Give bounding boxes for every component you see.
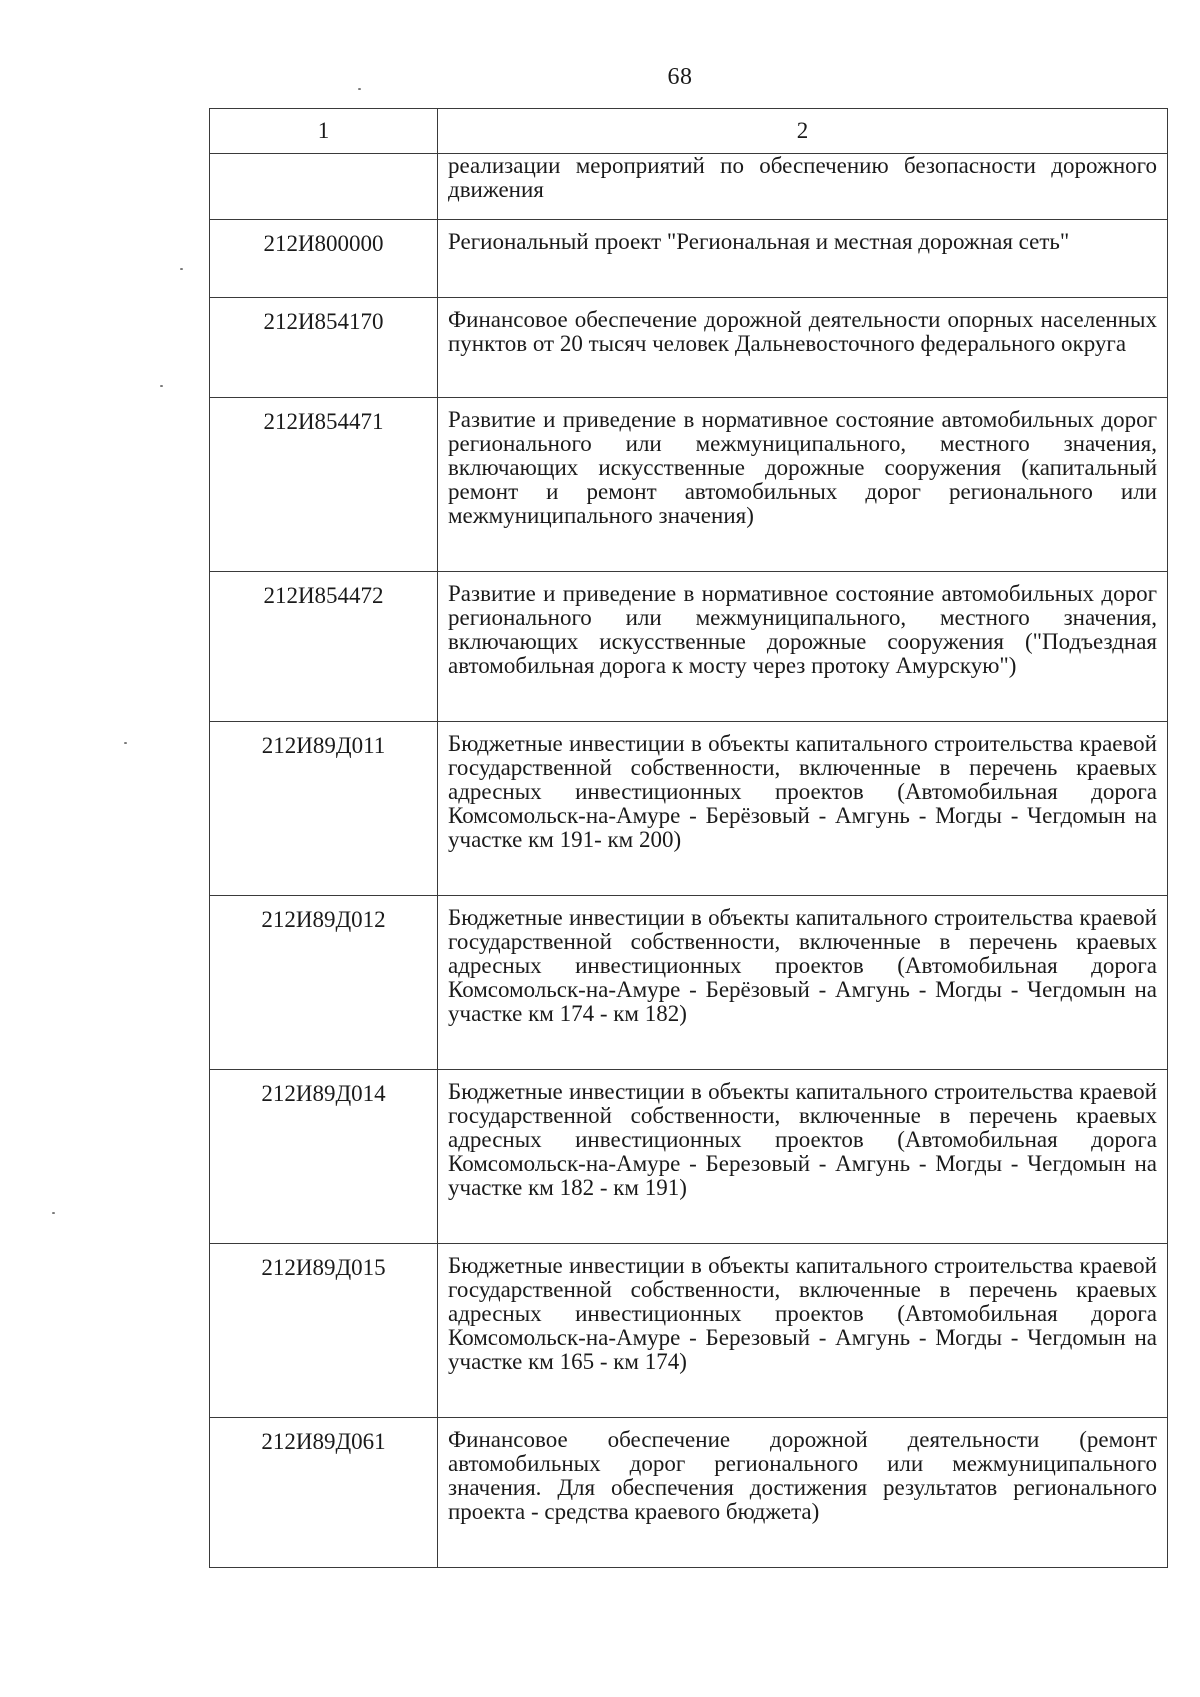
- scan-speck: [358, 88, 361, 90]
- row-description: Финансовое обеспечение дорожной деятельности опорных населенных пунктов от 20 тысяч человек Дальневосточного федерального округа: [438, 298, 1168, 398]
- row-description: Финансовое обеспечение дорожной деятельности (ремонт автомобильных дорог регионального или межмуниципального значения. Для обеспечения достижения результатов регионального проекта - средства краевого бюджета): [438, 1418, 1168, 1568]
- row-description: реализации мероприятий по обеспечению безопасности дорожного движения: [438, 154, 1168, 220]
- row-code: 212И89Д012: [210, 896, 438, 1070]
- row-code: 212И89Д061: [210, 1418, 438, 1568]
- table-row: [210, 220, 1168, 298]
- table-row: [210, 154, 1168, 220]
- row-description: Бюджетные инвестиции в объекты капитального строительства краевой государственной собственности, включенные в перечень краевых адресных инвестиционных проектов (Автомобильная дорога Комсомольск-на-Амуре - Березовый - Амгунь - Могды - Чегдомын на участке км 182 - км 191): [438, 1070, 1168, 1244]
- scan-speck: [52, 1212, 55, 1214]
- table-row: [210, 298, 1168, 398]
- row-description: Бюджетные инвестиции в объекты капитального строительства краевой государственной собственности, включенные в перечень краевых адресных инвестиционных проектов (Автомобильная дорога Комсомольск-на-Амуре - Берёзовый - Амгунь - Могды - Чегдомын на участке км 191- км 200): [438, 722, 1168, 896]
- column-header-1: 1: [210, 109, 438, 154]
- row-description: Бюджетные инвестиции в объекты капитального строительства краевой государственной собственности, включенные в перечень краевых адресных инвестиционных проектов (Автомобильная дорога Комсомольск-на-Амуре - Берёзовый - Амгунь - Могды - Чегдомын на участке км 174 - км 182): [438, 896, 1168, 1070]
- row-code: 212И89Д015: [210, 1244, 438, 1418]
- row-code: 212И854472: [210, 572, 438, 722]
- row-description: Бюджетные инвестиции в объекты капитального строительства краевой государственной собственности, включенные в перечень краевых адресных инвестиционных проектов (Автомобильная дорога Комсомольск-на-Амуре - Березовый - Амгунь - Могды - Чегдомын на участке км 165 - км 174): [438, 1244, 1168, 1418]
- row-code: 212И854170: [210, 298, 438, 398]
- table-row: [210, 1244, 1168, 1418]
- column-header-2: 2: [438, 109, 1168, 154]
- row-description: Региональный проект "Региональная и местная дорожная сеть": [438, 220, 1168, 298]
- row-code: [210, 154, 438, 220]
- row-description: Развитие и приведение в нормативное состояние автомобильных дорог регионального или межмуниципального, местного значения, включающих искусственные дорожные сооружения ("Подъездная автомобильная дорога к мосту через протоку Амурскую"): [438, 572, 1168, 722]
- table-row: [210, 896, 1168, 1070]
- row-code: 212И800000: [210, 220, 438, 298]
- page-number: 68: [667, 64, 693, 90]
- row-code: 212И89Д014: [210, 1070, 438, 1244]
- budget-codes-table: [209, 108, 1168, 1568]
- table-row: [210, 722, 1168, 896]
- row-description: Развитие и приведение в нормативное состояние автомобильных дорог регионального или межмуниципального, местного значения, включающих искусственные дорожные сооружения (капитальный ремонт и ремонт автомобильных дорог регионального или межмуниципального значения): [438, 398, 1168, 572]
- table-row: [210, 398, 1168, 572]
- table-header-row: [210, 109, 1168, 154]
- scan-speck: [160, 385, 163, 387]
- row-code: 212И89Д011: [210, 722, 438, 896]
- scan-speck: [180, 268, 183, 270]
- scan-speck: [124, 742, 127, 744]
- table-row: [210, 572, 1168, 722]
- table-row: [210, 1418, 1168, 1568]
- row-code: 212И854471: [210, 398, 438, 572]
- table-row: [210, 1070, 1168, 1244]
